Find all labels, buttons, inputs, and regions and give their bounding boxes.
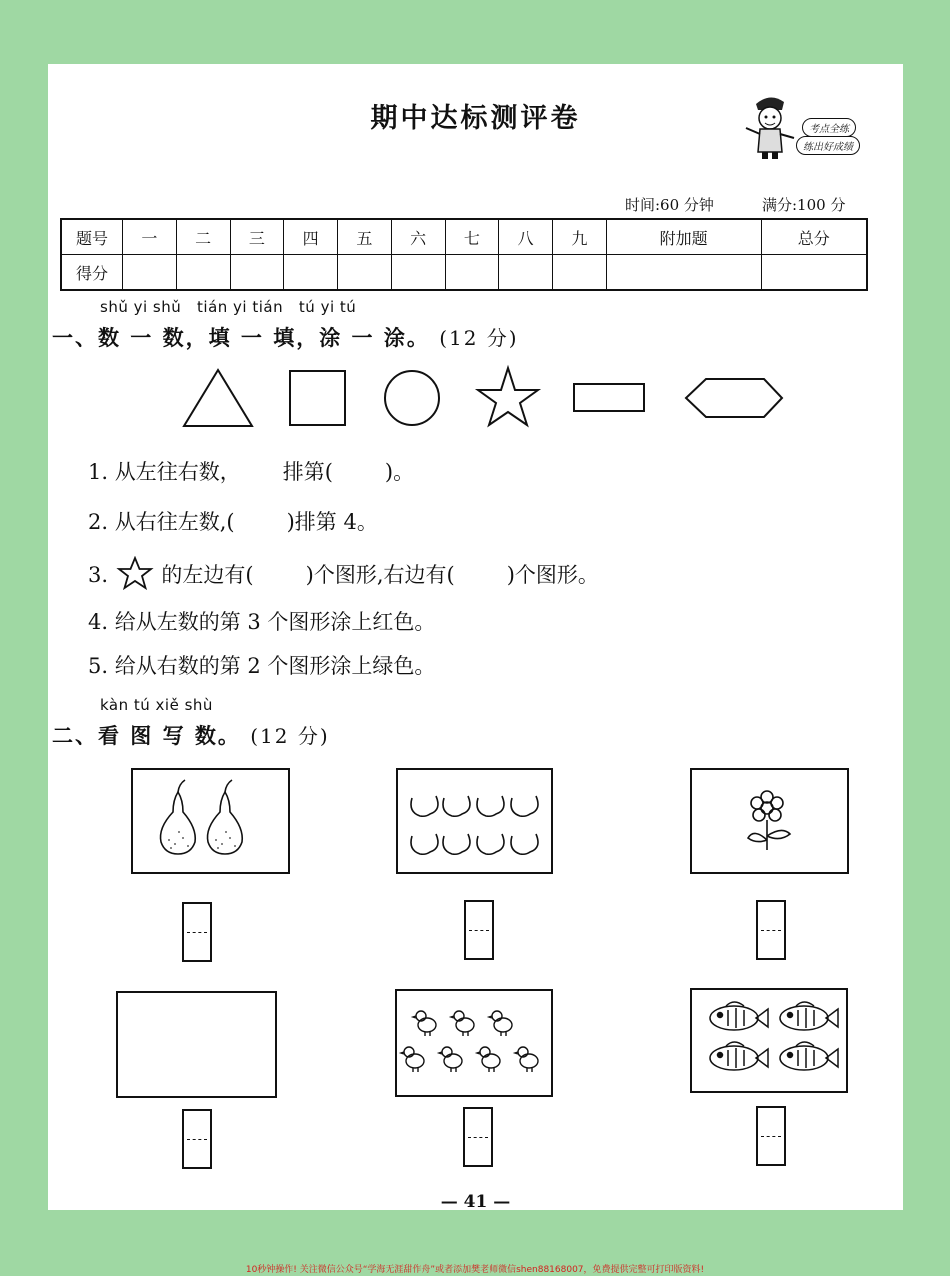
q1-text-a: 1. 从左往右数， [88,460,241,484]
score-table-cell: 附加题 [606,219,761,255]
triangle-shape [184,370,252,426]
square-shape [290,371,345,425]
answer-slot[interactable] [756,900,786,960]
picture-empty [116,991,277,1098]
q1-text-b: 排第( [282,460,333,484]
answer-slot[interactable] [756,1106,786,1166]
page-title: 期中达标测评卷 [370,103,581,134]
score-cell[interactable] [284,255,338,291]
score-table-cell: 一 [123,219,177,255]
q2-text-b: )排第 4。 [286,510,378,534]
score-cell[interactable] [499,255,553,291]
question-5: 5. 给从右数的第 2 个图形涂上绿色。 [88,654,436,678]
score-cell[interactable] [445,255,499,291]
section2-heading-text: 二、看 图 写 数。 [52,724,241,748]
q3-number: 3. [88,563,109,587]
question-3 [88,556,599,590]
pear-icon [133,770,288,872]
score-table-score-row [61,255,867,291]
score-cell[interactable] [338,255,392,291]
time-limit: 时间:60 分钟 [625,196,714,214]
score-table [60,218,868,291]
section2-score: (12 分) [250,724,330,748]
picture-chicks [395,989,553,1097]
score-cell[interactable] [230,255,284,291]
shapes-row [178,362,798,434]
star-shape [478,368,538,425]
mascot-icon [736,92,806,162]
question-2 [88,506,378,536]
mascot-badge [736,92,886,162]
mascot-caption-2: 练出好成绩 [796,136,860,155]
chick-icon [397,991,551,1095]
q3-text-a: 的左边有( [161,563,254,587]
score-table-cell: 八 [499,219,553,255]
hexagon-shape [686,379,782,417]
score-cell[interactable] [606,255,761,291]
q1-text-c: )。 [384,460,415,484]
score-cell[interactable] [391,255,445,291]
score-table-cell: 七 [445,219,499,255]
score-cell[interactable] [123,255,177,291]
full-score: 满分:100 分 [762,196,846,214]
worksheet-page [48,64,903,1210]
page-number: — 41 — [440,1192,511,1212]
flower-icon [692,770,847,872]
footer-note: 10秒钟操作! 关注微信公众号“学海无涯甜作舟”或者添加樊老师微信shen88168007，免费提供完整可打印版资料! [245,1265,705,1275]
score-table-cell: 五 [338,219,392,255]
score-table-cell: 二 [176,219,230,255]
score-table-header-row [61,219,867,255]
score-row-label: 得分 [61,255,123,291]
picture-pears [131,768,290,874]
circle-shape [385,371,439,425]
q3-text-c: )个图形。 [506,563,599,587]
score-table-cell: 四 [284,219,338,255]
picture-fish [690,988,848,1093]
section1-pinyin: shǔ yi shǔ tián yi tián tú yi tú [100,298,357,316]
question-1 [88,456,414,486]
score-table-cell: 三 [230,219,284,255]
score-cell[interactable] [176,255,230,291]
answer-slot[interactable] [463,1107,493,1167]
score-table-cell: 题号 [61,219,123,255]
picture-apples [396,768,553,874]
score-table-cell: 六 [391,219,445,255]
question-4: 4. 给从左数的第 3 个图形涂上红色。 [88,610,436,634]
section1-heading-text: 一、数 一 数，填 一 填，涂 一 涂。 [52,326,430,350]
fish-icon [692,990,846,1091]
apple-icon [398,770,551,872]
q2-text-a: 2. 从右往左数,( [88,510,235,534]
answer-slot[interactable] [182,902,212,962]
mascot-caption-1: 考点全练 [802,118,856,137]
section1-heading [52,322,519,352]
score-table-cell: 九 [553,219,607,255]
section1-score: (12 分) [439,326,519,350]
answer-slot[interactable] [182,1109,212,1169]
score-cell[interactable] [761,255,867,291]
picture-flower [690,768,849,874]
section2-heading [52,720,330,750]
answer-slot[interactable] [464,900,494,960]
score-table-cell: 总分 [761,219,867,255]
q3-text-b: )个图形,右边有( [305,563,455,587]
star-icon [115,556,155,590]
section2-pinyin: kàn tú xiě shù [100,696,213,714]
score-cell[interactable] [553,255,607,291]
rectangle-shape [574,384,644,411]
